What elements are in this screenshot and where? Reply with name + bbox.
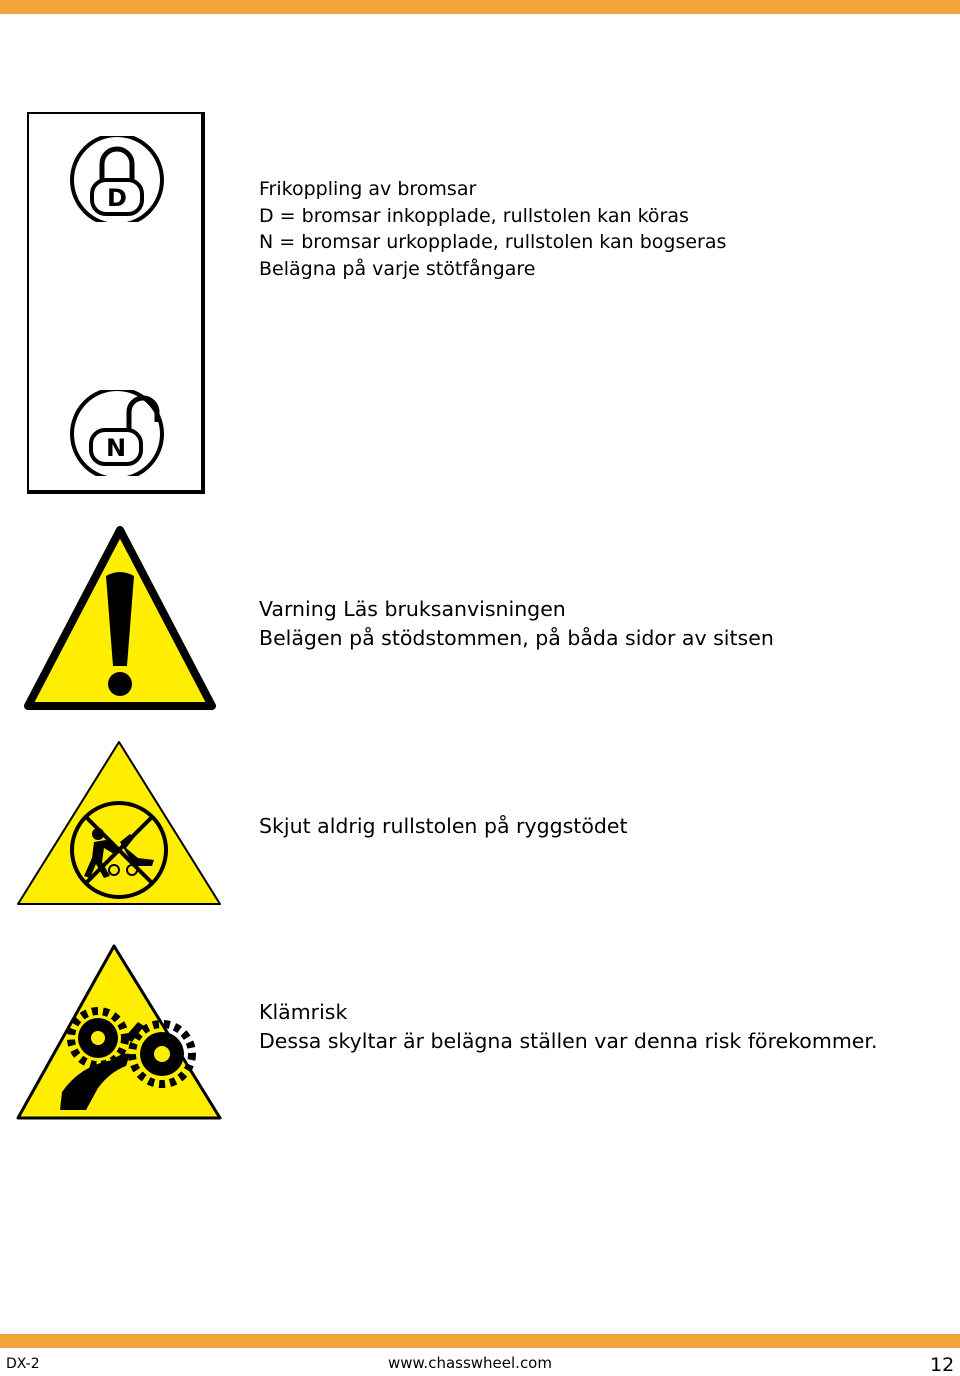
warning-text — [259, 595, 774, 652]
pinch-description: Dessa skyltar är belägna ställen var denna risk förekommer. — [259, 1028, 878, 1053]
bottom-accent-bar — [0, 1334, 960, 1348]
push-text — [259, 812, 628, 841]
lock-n-letter: N — [105, 434, 127, 462]
push-warning: Skjut aldrig rullstolen på ryggstödet — [259, 814, 628, 838]
pinch-text — [259, 998, 877, 1055]
footer-website: www.chasswheel.com — [388, 1354, 552, 1372]
brake-release-panel — [27, 112, 205, 494]
brake-line-d: D = bromsar inkopplade, rullstolen kan köras — [259, 204, 689, 227]
brake-location: Belägna på varje stötfångare — [259, 257, 536, 280]
lock-open-icon — [67, 390, 167, 476]
page-number: 12 — [930, 1354, 955, 1376]
brake-release-text — [259, 176, 726, 282]
no-push-backrest-icon — [14, 738, 224, 908]
brake-title: Frikoppling av bromsar — [259, 178, 477, 200]
pinch-gears-icon — [14, 942, 224, 1122]
top-accent-bar — [0, 0, 960, 14]
lock-d-letter: D — [107, 184, 127, 212]
footer-model: DX-2 — [6, 1356, 40, 1372]
exclamation-warning-icon — [24, 526, 216, 710]
warning-location: Belägen på stödstommen, på båda sidor av sitsen — [259, 625, 774, 650]
pinch-title: Klämrisk — [259, 1000, 348, 1024]
lock-closed-icon — [67, 136, 167, 222]
warning-title: Varning Läs bruksanvisningen — [259, 597, 566, 621]
brake-line-n: N = bromsar urkopplade, rullstolen kan bogseras — [259, 231, 727, 254]
